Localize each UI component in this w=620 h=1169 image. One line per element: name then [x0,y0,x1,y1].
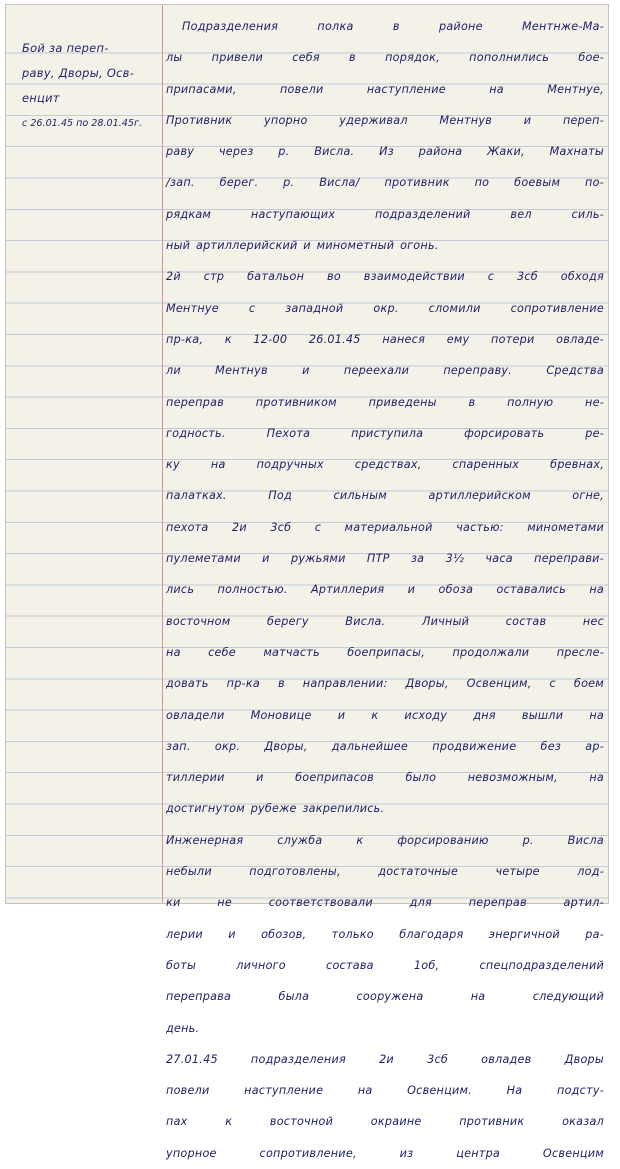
text-line: раву через р. Висла. Из района Жаки, Махнаты [166,145,604,159]
handwritten-body [166,11,604,1169]
text-line: небыли подготовлены, достаточные четыре лод- [166,865,604,879]
text-line: палатках. Под сильным артиллерийском огне, [166,489,604,503]
text-line: пах к восточной окраине противник оказал [166,1115,604,1129]
text-line: ку на подручных средствах, спаренных бревнах, [166,458,604,472]
text-line: достигнутом рубеже закрепились. [166,802,385,816]
text-line: /зап. берег. р. Висла/ противник по боевым по- [166,176,604,190]
text-line: пр-ка, к 12-00 26.01.45 нанеся ему потери овладе- [166,332,604,346]
text-line: пулеметами и ружьями ПТР за 3½ часа переправи- [166,552,604,566]
text-line: восточном берегу Висла. Личный состав нес [166,614,604,628]
text-line: довать пр-ка в направлении: Дворы, Освенцим, с боем [166,677,604,691]
text-line: ли Ментнув и переехали переправу. Средства [166,364,604,378]
margin-rule [162,5,163,903]
text-line: упорное сопротивление, из центра Освенцим [166,1146,604,1160]
text-line: ки не соответствовали для переправ артил- [166,896,604,910]
text-line: зап. окр. Дворы, дальнейшее продвижение без ар- [166,739,604,753]
text-line: 27.01.45 подразделения 2и 3сб овладев Дворы [166,1052,604,1066]
text-line: повели наступление на Освенцим. На подсту- [166,1084,604,1098]
text-line: овладели Моновице и к исходу дня вышли на [166,708,604,722]
text-line: Инженерная служба к форсированию р. Висла [166,833,604,847]
text-line: пехота 2и 3сб с материальной частью: минометами [166,520,604,534]
text-line: 2й стр батальон во взаимодействии с 3сб обходя [166,270,604,284]
text-line: лы привели себя в порядок, пополнились бое- [166,51,604,65]
text-line: годность. Пехота приступила форсировать ре- [166,426,604,440]
text-line: лерии и обозов, только благодаря энергичной ра- [166,927,604,941]
margin-title-line: Бой за переп- [22,41,109,55]
text-line: тиллерии и боеприпасов было невозможным, на [166,771,604,785]
text-line: день. [166,1021,200,1035]
document-page [5,4,609,1160]
text-line: Ментнуе с западной окр. сломили сопротивление [166,301,604,315]
text-line: переправа была сооружена на следующий [166,990,604,1004]
text-line: Подразделения полка в районе Ментнже-Ма- [182,20,604,33]
margin-title-line: раву, Дворы, Осв- [22,66,135,80]
margin-title-line: енцит [22,91,60,105]
text-line: ный артиллерийский и минометный огонь. [166,239,439,253]
margin-note [22,36,160,136]
margin-date-range: с 26.01.45 по 28.01.45г. [22,118,143,129]
text-line: припасами, повели наступление на Ментнуе, [166,82,604,96]
text-line: Противник упорно удерживал Ментнув и переп- [166,113,604,127]
text-line: рядкам наступающих подразделений вел силь- [166,207,604,221]
text-line: боты личного состава 1об, спецподразделений [166,958,604,972]
text-line: переправ противником приведены в полную не- [166,395,604,409]
text-line: на себе матчасть боеприпасы, продолжали пресле- [166,645,604,659]
text-line: лись полностью. Артиллерия и обоза оставались на [166,583,604,597]
